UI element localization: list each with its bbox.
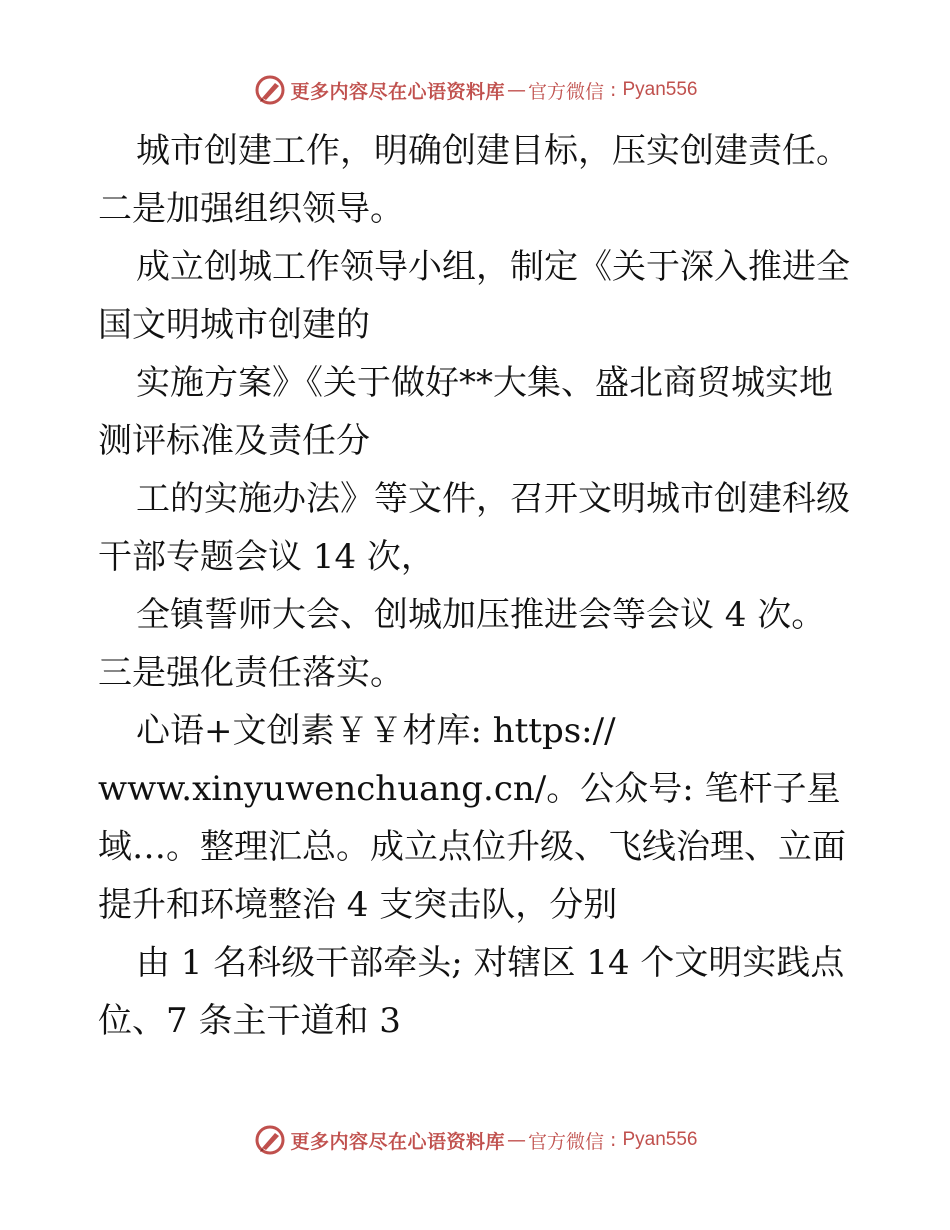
pen-seal-icon: [253, 1123, 287, 1157]
watermark-official: 官方微信: [528, 80, 605, 103]
watermark-wechat-id: Pyan556: [622, 1129, 698, 1150]
text-line: 测评标准及责任分: [98, 421, 370, 461]
text-line: 实施方案》《关于做好**大集、盛北商贸城实地: [136, 363, 833, 403]
text-line: 位、7 条主干道和 3: [98, 1001, 401, 1041]
watermark-dash: —: [507, 79, 527, 101]
watermark-official: 官方微信: [528, 1130, 605, 1153]
watermark-separator: :: [610, 79, 617, 101]
text-line: www.xinyuwenchuang.cn/。公众号: 笔杆子星: [98, 769, 841, 809]
text-line: 提升和环境整治 4 支突击队，分别: [98, 885, 618, 925]
pen-seal-icon: [253, 73, 287, 107]
text-line: 成立创城工作领导小组，制定《关于深入推进全: [136, 247, 850, 287]
text-line: 城市创建工作，明确创建目标，压实创建责任。: [136, 131, 850, 171]
text-line: 域…。整理汇总。成立点位升级、飞线治理、立面: [98, 827, 846, 867]
text-line: 由 1 名科级干部牵头; 对辖区 14 个文明实践点: [136, 943, 845, 983]
footer-watermark: [0, 1120, 950, 1160]
text-line: 国文明城市创建的: [98, 305, 370, 345]
watermark-wechat-id: Pyan556: [622, 79, 698, 100]
document-body: [98, 122, 858, 1050]
text-line: 三是强化责任落实。: [98, 653, 404, 693]
watermark-dash: —: [507, 1129, 527, 1151]
watermark-brand: 更多内容尽在心语资料库: [290, 80, 506, 103]
watermark-separator: :: [610, 1129, 617, 1151]
text-line: 二是加强组织领导。: [98, 189, 404, 229]
watermark-brand: 更多内容尽在心语资料库: [290, 1130, 506, 1153]
text-line: 工的实施办法》等文件，召开文明城市创建科级: [136, 479, 850, 519]
text-line: 全镇誓师大会、创城加压推进会等会议 4 次。: [136, 595, 826, 635]
text-line: 心语+文创素￥￥材库: https://: [136, 711, 616, 751]
header-watermark: [0, 70, 950, 110]
text-line: 干部专题会议 14 次，: [98, 537, 435, 577]
